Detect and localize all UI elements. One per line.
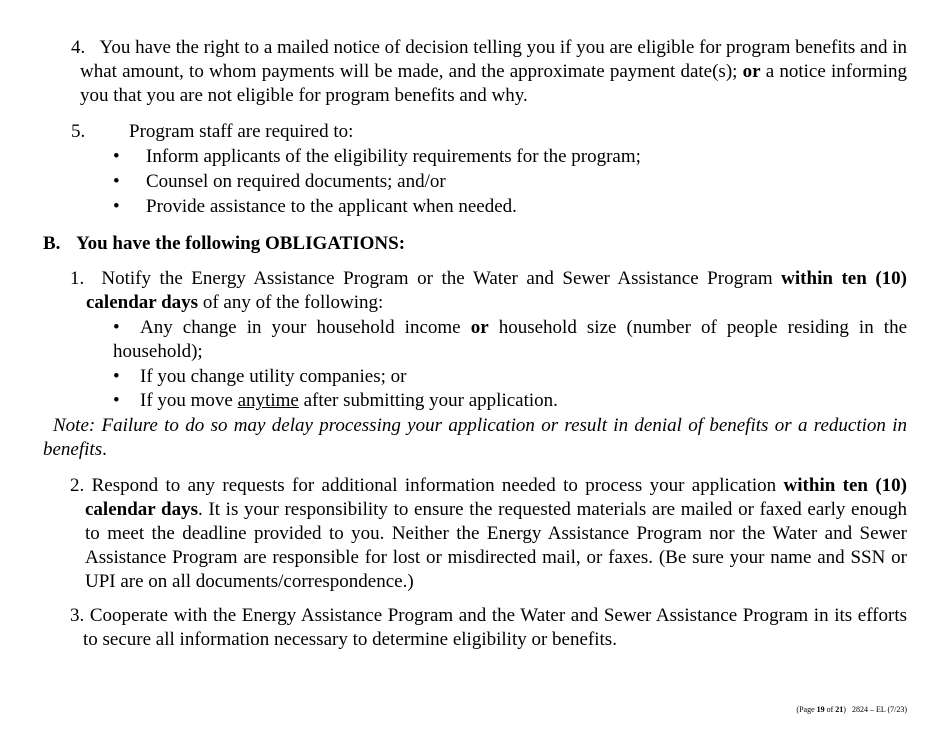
- item-text-continued: of any of the following:: [198, 292, 384, 313]
- list-item-text: Provide assistance to the applicant when needed.: [146, 196, 517, 217]
- list-item-text: If you change utility companies; or: [140, 366, 407, 387]
- note-period: .: [102, 439, 107, 460]
- item-text: You have the right to a mailed notice of decision telling you if you are eligible for program benefits and in what amount, to whom payments will be made, and the approximate payment date(s);: [80, 37, 908, 82]
- item-number: 4.: [71, 37, 86, 58]
- list-item-text: Any change in your household income: [140, 317, 471, 338]
- bullet-icon: •: [113, 196, 120, 217]
- section-b-heading: [43, 232, 743, 256]
- page-prefix: (Page: [796, 705, 817, 714]
- obligation-3: [70, 604, 908, 652]
- list-item-text-continued: after submitting your application.: [298, 390, 558, 411]
- list-item: [113, 145, 873, 170]
- page-total: 21: [835, 705, 844, 714]
- bullet-icon: •: [113, 390, 120, 411]
- obligation-2: [70, 474, 907, 594]
- page-number: 19: [816, 705, 825, 714]
- item-text: Notify the Energy Assistance Program or the Water and Sewer Assistance Program: [101, 268, 782, 289]
- item-lead-text: Program staff are required to:: [129, 121, 354, 142]
- item-text-continued: . It is your responsibility to ensure the requested materials are mailed or faxed early enough to meet the deadline provided to you. Neither the Energy Assistance Program nor the Water and Sewer Assistance Program are responsible for lost or misdirected mail, or faxes. (Be sure your name and SSN or UPI are on all documents/correspondence.): [85, 499, 907, 592]
- obligation-1: [70, 267, 908, 315]
- list-item: [113, 195, 873, 220]
- staff-duties-list: [113, 145, 873, 220]
- item-number: 2.: [70, 475, 85, 496]
- list-item-underlined-text: anytime: [237, 390, 299, 411]
- item-number: 5.: [71, 121, 86, 142]
- item-number: 1.: [70, 268, 85, 289]
- page-footer: [796, 705, 907, 715]
- item-text: Cooperate with the Energy Assistance Program and the Water and Sewer Assistance Program in its efforts to secure all information necessary to determine eligibility or benefits.: [83, 605, 908, 650]
- change-list: [113, 316, 907, 413]
- section-title: You have the following OBLIGATIONS:: [76, 233, 406, 254]
- item-number: 3.: [70, 605, 85, 626]
- list-item-bold-text: or: [470, 317, 489, 338]
- item-bold-text: within ten (10) calendar days: [86, 268, 908, 313]
- section-letter: B.: [43, 233, 61, 254]
- item-text: Respond to any requests for additional information needed to process your application: [91, 475, 784, 496]
- bullet-icon: •: [113, 366, 120, 387]
- bullet-icon: •: [113, 146, 120, 167]
- list-item: [113, 365, 907, 389]
- list-item: [113, 389, 907, 413]
- list-item-text: If you move: [140, 390, 238, 411]
- bullet-icon: •: [113, 317, 120, 338]
- item-text-continued: a notice informing you that you are not eligible for program benefits and why.: [80, 61, 907, 106]
- rights-item-5: [71, 120, 571, 144]
- list-item-text: Counsel on required documents; and/or: [146, 171, 446, 192]
- page-of: of: [824, 705, 836, 714]
- rights-item-4: [71, 36, 908, 108]
- list-item: [113, 170, 873, 195]
- item-bold-text: or: [742, 61, 761, 82]
- note-paragraph: [43, 414, 907, 462]
- list-item-text-continued: household size (number of people residing in the household);: [113, 317, 908, 362]
- list-item-text: Inform applicants of the eligibility requirements for the program;: [146, 146, 641, 167]
- form-code: 2824 – EL (7/23): [851, 705, 907, 714]
- note-text: Note: Failure to do so may delay processing your application or result in denial of benefits or a reduction in benefits: [43, 415, 907, 460]
- page-suffix: ): [843, 705, 846, 714]
- list-item: [113, 316, 907, 364]
- bullet-icon: •: [113, 171, 120, 192]
- item-bold-text: within ten (10) calendar days: [85, 475, 907, 520]
